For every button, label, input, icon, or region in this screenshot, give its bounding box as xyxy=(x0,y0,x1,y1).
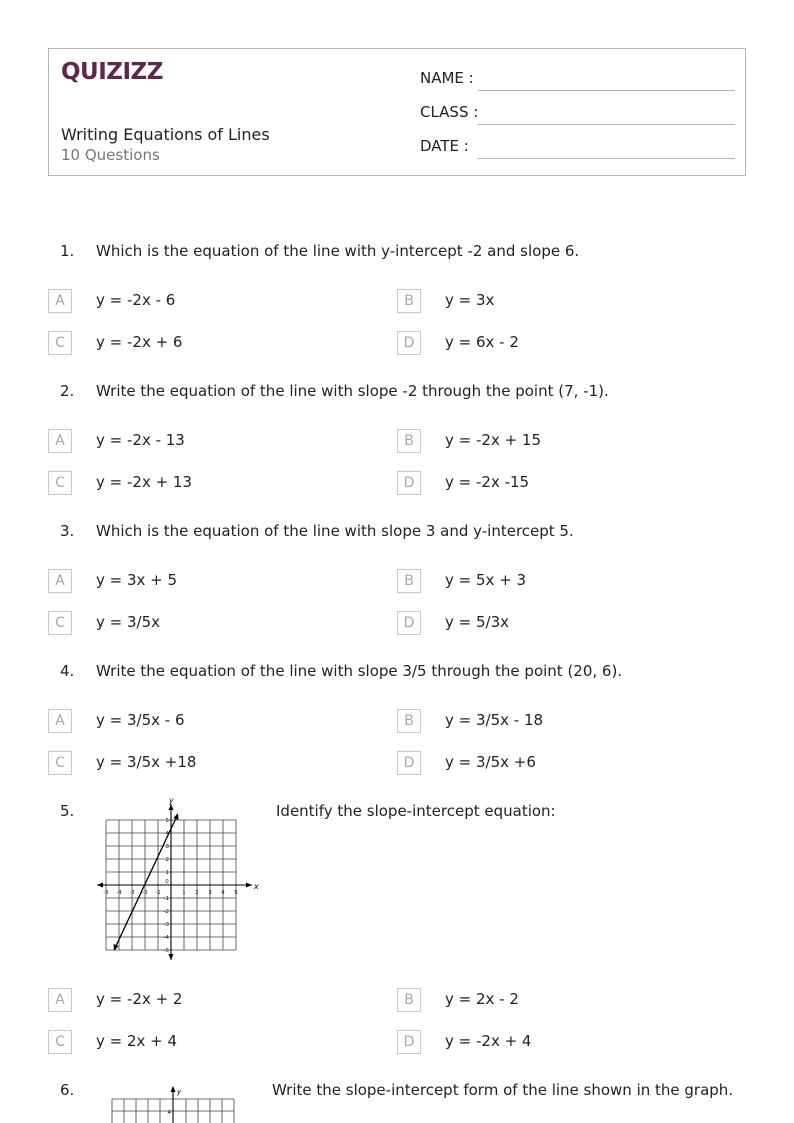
option-text: y = -2x + 2 xyxy=(96,990,183,1008)
option-letter-box[interactable]: B xyxy=(397,289,421,313)
option-text: y = 3/5x +18 xyxy=(96,753,197,771)
option-letter-box[interactable]: D xyxy=(397,751,421,775)
option-letter-box[interactable]: D xyxy=(397,471,421,495)
question-count: 10 Questions xyxy=(61,146,160,164)
option-text: y = -2x + 4 xyxy=(445,1032,532,1050)
option-letter-box[interactable]: A xyxy=(48,988,72,1012)
option-letter-box[interactable]: A xyxy=(48,289,72,313)
quizizz-logo: QUIZIZZ xyxy=(61,59,163,85)
question-number: 3. xyxy=(60,522,75,540)
question-text: Identify the slope-intercept equation: xyxy=(276,802,556,820)
date-field[interactable] xyxy=(420,135,735,159)
option-letter-box[interactable]: D xyxy=(397,331,421,355)
y-tick-label: 4 xyxy=(167,1110,171,1116)
option-letter-box[interactable]: A xyxy=(48,429,72,453)
option-letter-box[interactable]: B xyxy=(397,709,421,733)
option-text: y = -2x - 13 xyxy=(96,431,185,449)
question-text: Write the slope-intercept form of the line shown in the graph. xyxy=(272,1081,734,1099)
option-text: y = -2x -15 xyxy=(445,473,530,491)
class-field[interactable] xyxy=(420,101,735,125)
option-letter-box[interactable]: C xyxy=(48,331,72,355)
question-number: 1. xyxy=(60,242,75,260)
x-tick-label: 3 xyxy=(208,890,212,896)
question-number: 6. xyxy=(60,1081,75,1099)
option-text: y = 2x - 2 xyxy=(445,990,519,1008)
option-text: y = 2x + 4 xyxy=(96,1032,178,1050)
question-text: Which is the equation of the line with slope 3 and y-intercept 5. xyxy=(96,522,574,540)
option-text: y = 3/5x - 18 xyxy=(445,711,544,729)
class-line[interactable] xyxy=(478,124,735,125)
y-tick-label: -3 xyxy=(163,922,169,928)
option-letter-box[interactable]: A xyxy=(48,709,72,733)
option-text: y = 5/3x xyxy=(445,613,509,631)
x-tick-label: 0 xyxy=(165,879,169,885)
option-letter-box[interactable]: C xyxy=(48,471,72,495)
x-tick-label: 1 xyxy=(182,890,186,896)
date-label: DATE : xyxy=(420,137,469,155)
option-letter-box[interactable]: B xyxy=(397,988,421,1012)
option-letter-box[interactable]: C xyxy=(48,611,72,635)
coordinate-graph xyxy=(94,798,260,964)
question-text: Write the equation of the line with slope -2 through the point (7, -1). xyxy=(96,382,609,400)
y-tick-label: 5 xyxy=(165,818,169,824)
question-number: 2. xyxy=(60,382,75,400)
y-axis-label: y xyxy=(169,798,174,805)
line-arrowhead xyxy=(174,813,179,820)
option-text: y = -2x + 6 xyxy=(96,333,183,351)
option-text: y = -2x + 13 xyxy=(96,473,193,491)
question-number: 4. xyxy=(60,662,75,680)
option-letter-box[interactable]: B xyxy=(397,569,421,593)
x-tick-label: -2 xyxy=(142,890,148,896)
y-tick-label: 1 xyxy=(165,870,169,876)
question-text: Write the equation of the line with slope 3/5 through the point (20, 6). xyxy=(96,662,623,680)
option-text: y = -2x + 15 xyxy=(445,431,542,449)
y-tick-label: 3 xyxy=(165,844,169,850)
x-tick-label: -4 xyxy=(116,890,122,896)
date-line[interactable] xyxy=(478,158,735,159)
worksheet-title: Writing Equations of Lines xyxy=(61,125,270,144)
option-text: y = 6x - 2 xyxy=(445,333,519,351)
x-tick-label: -1 xyxy=(155,890,161,896)
y-tick-label: 2 xyxy=(165,857,169,863)
option-text: y = 3x + 5 xyxy=(96,571,178,589)
option-letter-box[interactable]: A xyxy=(48,569,72,593)
x-tick-label: 5 xyxy=(234,890,238,896)
option-text: y = 3/5x - 6 xyxy=(96,711,185,729)
coordinate-graph-partial xyxy=(106,1085,240,1123)
question-text: Which is the equation of the line with y-intercept -2 and slope 6. xyxy=(96,242,580,260)
x-tick-label: -5 xyxy=(103,890,109,896)
name-label: NAME : xyxy=(420,69,474,87)
option-text: y = 5x + 3 xyxy=(445,571,527,589)
y-tick-label: -4 xyxy=(163,935,169,941)
option-letter-box[interactable]: B xyxy=(397,429,421,453)
name-field[interactable] xyxy=(420,67,735,91)
x-tick-label: -3 xyxy=(129,890,135,896)
option-text: y = 3/5x +6 xyxy=(445,753,536,771)
y-tick-label: -5 xyxy=(163,948,169,954)
class-label: CLASS : xyxy=(420,103,479,121)
y-tick-label: -2 xyxy=(163,909,169,915)
option-letter-box[interactable]: D xyxy=(397,611,421,635)
option-letter-box[interactable]: C xyxy=(48,1030,72,1054)
x-axis-label: x xyxy=(254,882,259,891)
y-axis-label: y xyxy=(177,1088,182,1096)
x-tick-label: 4 xyxy=(221,890,225,896)
y-tick-label: 4 xyxy=(165,831,169,837)
y-tick-label: -1 xyxy=(163,896,169,902)
x-tick-label: 2 xyxy=(195,890,199,896)
option-text: y = -2x - 6 xyxy=(96,291,176,309)
option-text: y = 3/5x xyxy=(96,613,160,631)
option-letter-box[interactable]: C xyxy=(48,751,72,775)
axis-arrowhead xyxy=(171,1086,176,1092)
option-letter-box[interactable]: D xyxy=(397,1030,421,1054)
option-text: y = 3x xyxy=(445,291,495,309)
name-line[interactable] xyxy=(478,90,735,91)
question-number: 5. xyxy=(60,802,75,820)
worksheet-header xyxy=(48,48,746,176)
